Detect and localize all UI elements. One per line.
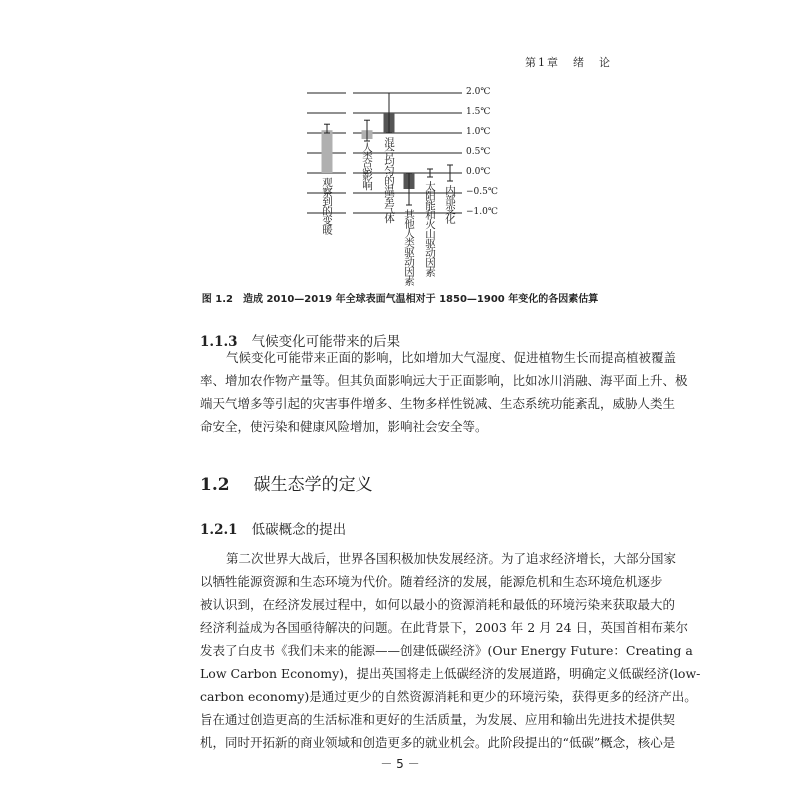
category-label: 人类总影响 bbox=[361, 142, 373, 190]
section-heading-1-1-3 bbox=[200, 330, 400, 350]
section-heading-1-2-1 bbox=[200, 518, 346, 538]
category-label: 内部变化 bbox=[444, 185, 456, 223]
text-line: 机，同时开拓新的商业领域和创造更多的就业机会。此阶段提出的“低碳”概念，核心是 bbox=[200, 735, 676, 750]
text-line: 命安全，使污染和健康风险增加，影响社会安全等。 bbox=[200, 419, 488, 434]
text-line: 率、增加农作物产量等。但其负面影响远大于正面影响，比如冰川消融、海平面上升、极 bbox=[200, 373, 688, 388]
tick-label: 1.5℃ bbox=[466, 107, 491, 117]
category-label: 观察到的变暖 bbox=[321, 177, 333, 234]
text-line: 第二次世界大战后，世界各国积极加快发展经济。为了追求经济增长，大部分国家 bbox=[226, 551, 677, 566]
page-number: － 5 － bbox=[380, 757, 420, 771]
tick-label: −1.0℃ bbox=[466, 207, 498, 217]
figure-chart bbox=[0, 0, 800, 300]
tick-label: −0.5℃ bbox=[466, 187, 498, 197]
text-line: 被认识到，在经济发展过程中，如何以最小的资源消耗和最低的环境污染来获取最大的 bbox=[200, 597, 676, 612]
category-label: 太阳能和火山驱动因素 bbox=[424, 181, 436, 276]
section-number: 1.1.3 bbox=[200, 334, 238, 350]
figure-caption: 图 1.2 造成 2010—2019 年全球表面气温相对于 1850—1900 年变化的各因素估算 bbox=[201, 294, 599, 305]
section-title: 气候变化可能带来的后果 bbox=[251, 334, 401, 350]
running-header: 第1章 绪 论 bbox=[525, 56, 612, 69]
category-label: 其他人类驱动因素 bbox=[403, 209, 415, 285]
tick-label: 0.5℃ bbox=[466, 147, 491, 157]
section-title: 低碳概念的提出 bbox=[251, 522, 347, 538]
tick-label: 2.0℃ bbox=[466, 87, 491, 97]
text-line: 发表了白皮书《我们未来的能源——创建低碳经济》(Our Energy Future：Creating a bbox=[200, 643, 693, 658]
tick-label: 1.0℃ bbox=[466, 127, 491, 137]
category-label: 混合均匀的温室气体 bbox=[383, 137, 395, 223]
text-line: Low Carbon Economy)，提出英国将走上低碳经济的发展道路，明确定义低碳经济(low- bbox=[200, 666, 701, 681]
section-heading-1-2 bbox=[200, 470, 373, 495]
text-line: 端天气增多等引起的灾害事件增多、生物多样性锐减、生态系统功能紊乱，威胁人类生 bbox=[200, 396, 676, 411]
text-line: 旨在通过创造更高的生活标准和更好的生活质量，为发展、应用和输出先进技术提供契 bbox=[200, 712, 676, 727]
tick-label: 0.0℃ bbox=[466, 167, 491, 177]
text-line: 气候变化可能带来正面的影响，比如增加大气湿度、促进植物生长而提高植被覆盖 bbox=[226, 350, 677, 365]
text-line: carbon economy)是通过更少的自然资源消耗和更少的环境污染，获得更多的经济产出。 bbox=[200, 689, 697, 704]
section-number: 1.2 bbox=[200, 475, 230, 495]
section-number: 1.2.1 bbox=[200, 522, 238, 538]
section-title: 碳生态学的定义 bbox=[253, 475, 373, 495]
text-line: 以牺牲能源资源和生态环境为代价。随着经济的发展，能源危机和生态环境危机逐步 bbox=[200, 574, 663, 589]
text-line: 经济利益成为各国亟待解决的问题。在此背景下，2003 年 2 月 24 日，英国首相布莱尔 bbox=[200, 620, 689, 635]
bar bbox=[322, 130, 333, 173]
